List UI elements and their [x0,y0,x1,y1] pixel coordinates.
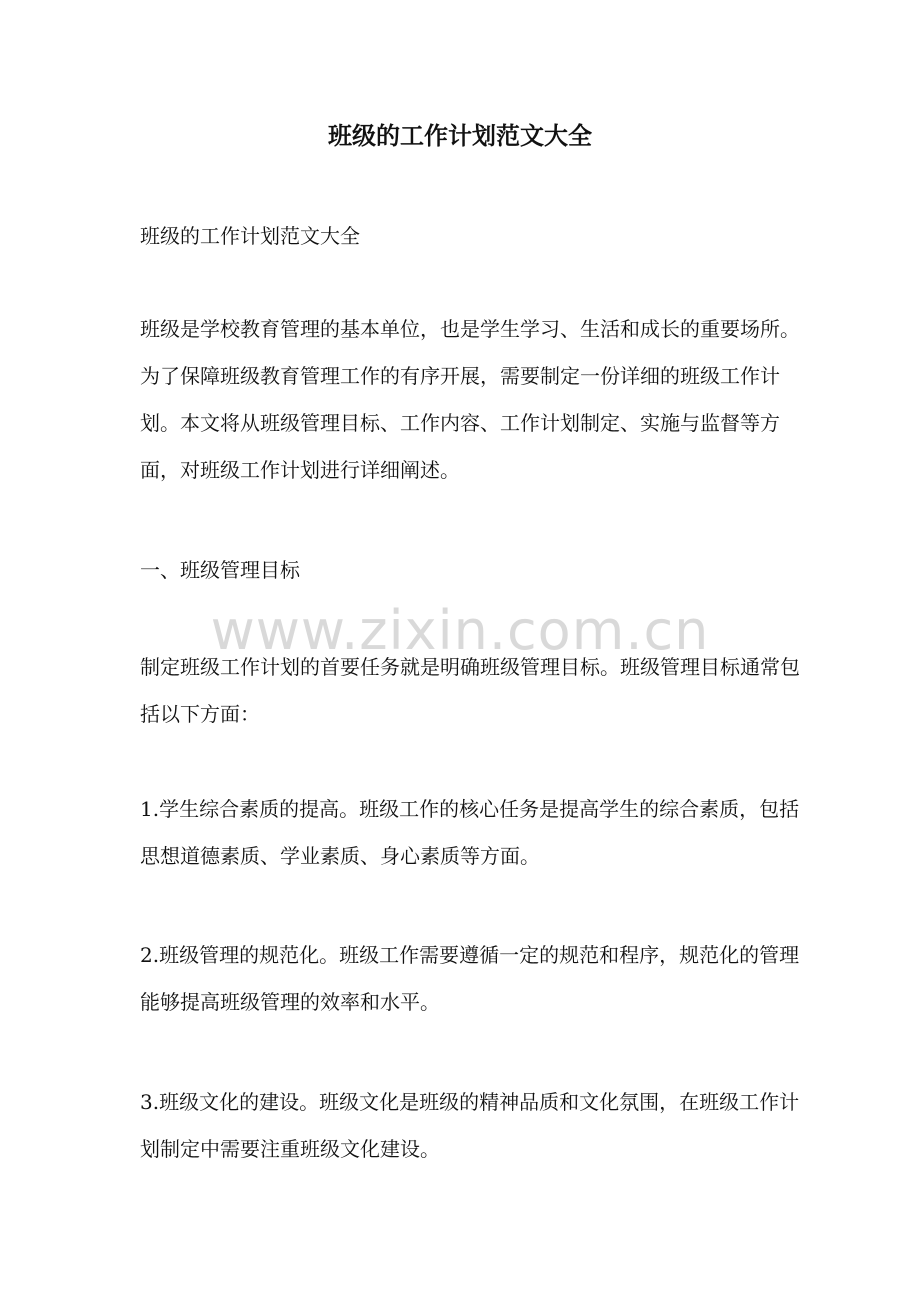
watermark: www.zixin.com.cn [210,599,710,662]
section-heading: 一、班级管理目标 [140,558,300,582]
list-item-3: 3.班级文化的建设。班级文化是班级的精神品质和文化氛围，在班级工作计划制定中需要注重班级文化建设。 [140,1090,800,1161]
list-item-1: 1.学生综合素质的提高。班级工作的核心任务是提高学生的综合素质，包括思想道德素质、学业素质、身心素质等方面。 [140,797,800,868]
intro-paragraph: 班级是学校教育管理的基本单位，也是学生学习、生活和成长的重要场所。为了保障班级教育管理工作的有序开展，需要制定一份详细的班级工作计划。本文将从班级管理目标、工作内容、工作计划制定、实施与监督等方面，对班级工作计划进行详细阐述。 [140,317,800,482]
document-subtitle: 班级的工作计划范文大全 [140,224,360,248]
document-title: 班级的工作计划范文大全 [328,121,592,150]
list-item-2: 2.班级管理的规范化。班级工作需要遵循一定的规范和程序，规范化的管理能够提高班级管理的效率和水平。 [140,943,800,1014]
section-intro-paragraph: 制定班级工作计划的首要任务就是明确班级管理目标。班级管理目标通常包括以下方面： [140,655,800,726]
